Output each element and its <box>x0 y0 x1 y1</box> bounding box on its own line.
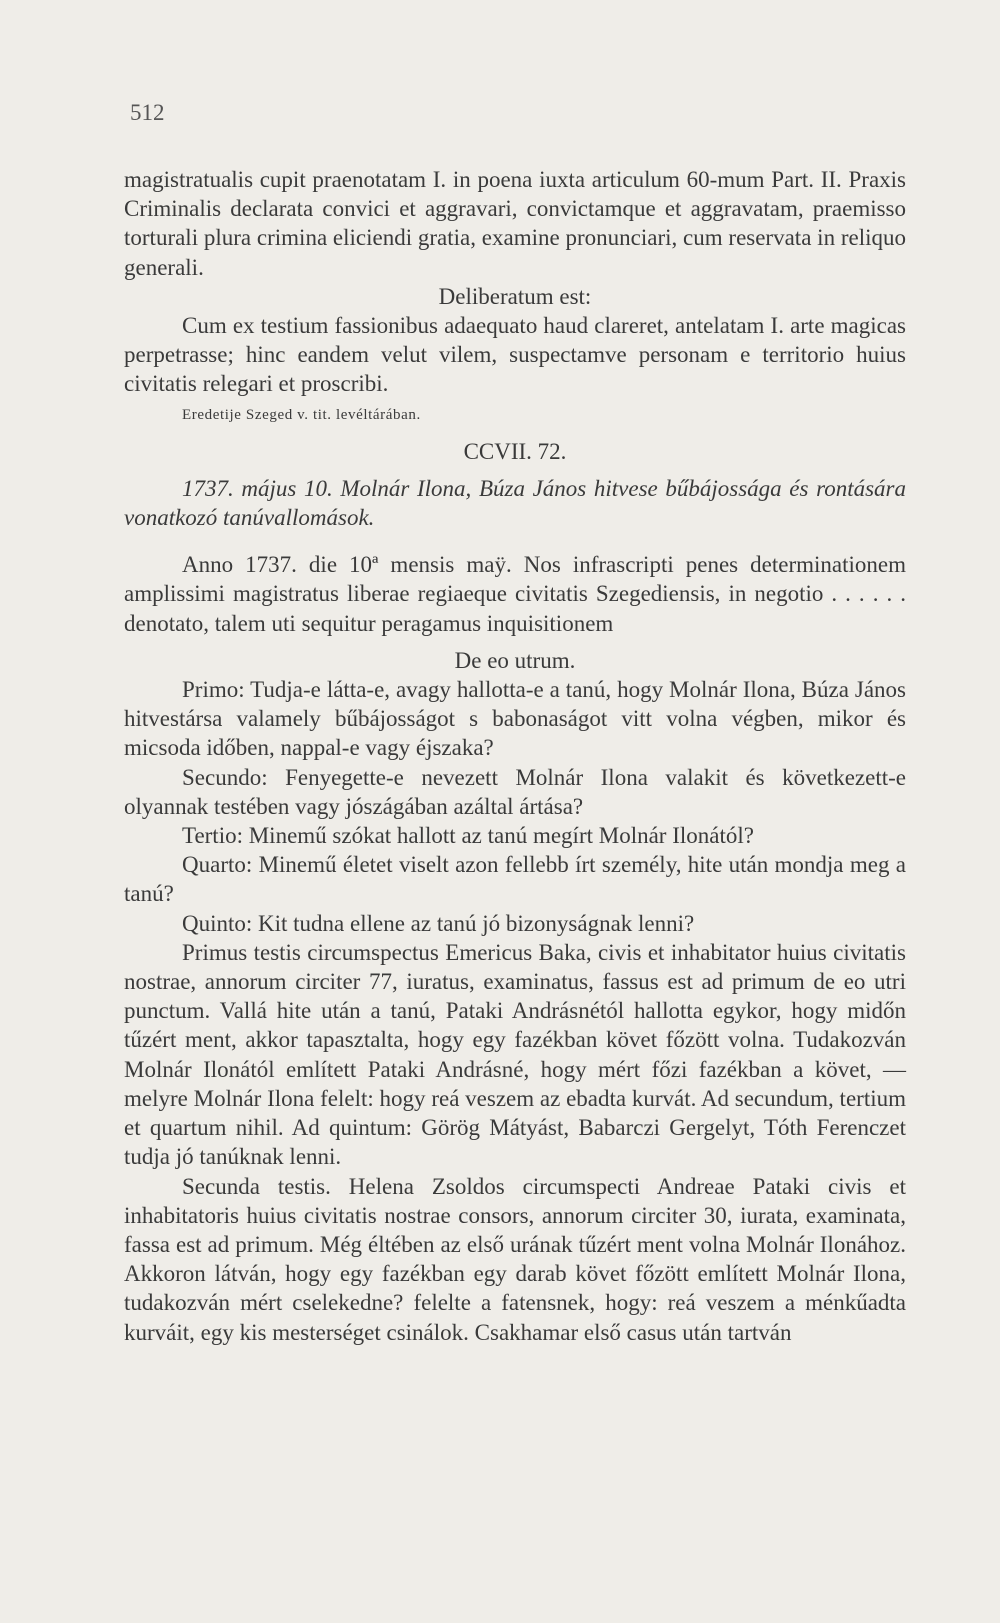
question-quinto: Quinto: Kit tudna ellene az tanú jó bizonyságnak lenni? <box>182 910 695 936</box>
interrogatory-list <box>124 675 906 938</box>
source-note: Eredetije Szeged v. tit. levéltárában. <box>182 406 421 423</box>
paragraph-sentence-end: magistratualis cupit praenotatam I. in poena iuxta articulum 60-mum Part. II. Praxis Criminalis declarata convici et aggravari, convictamque et aggravatam, praemisso torturali plura crimina eliciendi gratia, examine pronunciari, cum reservata in reliquo generali. <box>124 167 906 280</box>
question-secundo: Secundo: Fenyegette-e nevezett Molnár Ilona valakit és következett-e olyannak testében vagy jószágában azáltal ártása? <box>124 764 906 819</box>
deliberatum-heading: Deliberatum est: <box>438 283 592 309</box>
de-eo-heading: De eo utrum. <box>454 647 576 673</box>
page-number: 512 <box>130 100 165 125</box>
paragraph-decision: Cum ex testium fassionibus adaequato haud clareret, antelatam I. arte magicas perpetrasse; hinc eandem velut vilem, suspectamve personam e territorio huius civitatis relegari et proscribi. <box>124 313 906 397</box>
body-text <box>124 165 906 1347</box>
question-primo: Primo: Tudja-e látta-e, avagy hallotta-e a tanú, hogy Molnár Ilona, Búza János hitvestársa valamely bűbájosságot s babonaságot vitt volna végben, mikor és micsoda időben, nappal-e vagy éjszaka? <box>124 677 906 761</box>
question-quarto: Quarto: Minemű életet viselt azon fellebb írt személy, hite után mondja meg a tanú? <box>124 852 906 907</box>
testimony-second-witness: Secunda testis. Helena Zsoldos circumspecti Andreae Pataki civis et inhabitatoris huius civitatis nostrae consors, annorum circiter 30, iurata, examinata, fassa est ad primum. Még éltében az első urának tűzért ment volna Molnár Ilonához. Akkoron látván, hogy egy fazékban egy darab követ főzött említett Molnár Ilona, tudakozván mért cselekedne? felelte a fatensnek, hogy: reá veszem a ménkűadta kurváit, egy kis mesterséget csinálok. Csakhamar első casus után tartván <box>124 1173 906 1345</box>
question-tertio: Tertio: Minemű szókat hallott az tanú megírt Molnár Ilonától? <box>182 823 754 849</box>
testimony-first-witness: Primus testis circumspectus Emericus Baka, civis et inhabitator huius civitatis nostrae, annorum circiter 77, iuratus, examinatus, fassus est ad primum de eo utri punctum. Vallá hite után a tanú, Pataki Andrásnétól hallotta egykor, hogy midőn tűzért ment, akkor tapasztalta, hogy egy fazékban követ főzött volna. Tudakozván Molnár Ilonától említett Pataki Andrásné, hogy mért főzi fazékban a követ, — melyre Molnár Ilona felelt: hogy reá veszem az ebadta kurvát. Ad secundum, tertium et quartum nihil. Ad quintum: Görög Mátyást, Babarczi Gergelyt, Tóth Ferenczet tudja jó tanúknak lenni. <box>124 939 906 1170</box>
document-heading: 1737. május 10. Molnár Ilona, Búza János hitvese bűbájossága és rontására vonatkozó tanúvallomások. <box>124 475 906 531</box>
document-number: CCVII. 72. <box>463 438 567 464</box>
paragraph-intro: Anno 1737. die 10ª mensis maÿ. Nos infrascripti penes determinationem amplissimi magistratus liberae regiaeque civitatis Szegediensis, in negotio . . . . . . denotato, talem uti sequitur peragamus inquisitionem <box>124 552 906 636</box>
